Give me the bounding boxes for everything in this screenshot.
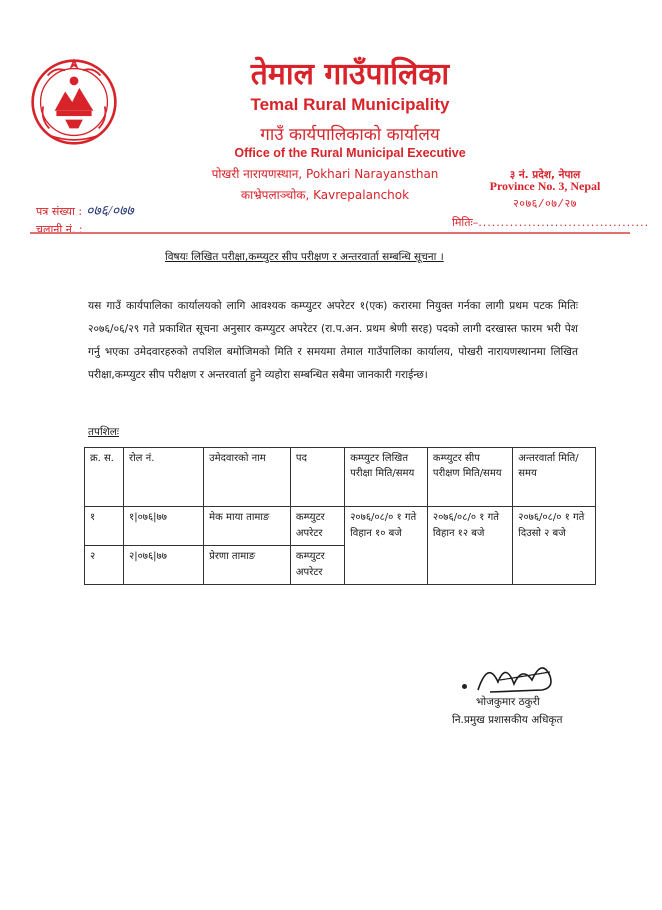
municipality-logo [30, 58, 118, 146]
notice-body: यस गाउँ कार्यपालिका कार्यालयको लागि आवश्यक कम्प्युटर अपरेटर १(एक) करारमा नियुक्त गर्नका लागी प्रथम पटक मितिः २०७६/०६/२९ गते प्रकाशित सूचना अनुसार कम्प्युटर अपरेटर (रा.प.अन. प्रथम श्रेणी सरह) पदको लागी दरखास्त फारम भरी पेश गर्नु भएका उमेदवारहरुको तपशिल बमोजिमको मिति र समयमा तेमाल गाउँपालिका कार्यालय, पोखरी नारायणस्थानमा लिखित परीक्षा,कम्प्युटर सीप परीक्षण र अन्तरवार्ता हुने व्यहोरा सम्बन्धित सबैमा जानकारी गराईन्छ। [88, 300, 578, 381]
subject-line: विषयः लिखित परीक्षा,कम्प्युटर सीप परीक्षण र अन्तरवार्ता सम्बन्धि सूचना । [165, 251, 444, 263]
cell-serial: २ [85, 546, 124, 585]
col-serial: क्र. स. [85, 448, 124, 507]
patra-label: पत्र संख्या : [36, 205, 83, 218]
province-np: ३ नं. प्रदेश, नेपाल [509, 169, 581, 181]
cell-skill-test: २०७६/०८/० १ गते विहान १२ बजे [427, 507, 512, 585]
col-interview: अन्तरवार्ता मिति/समय [513, 448, 596, 507]
cell-serial: १ [85, 507, 124, 546]
header-date: २०७६/०७/२७ [513, 199, 577, 211]
signatory-name: भोजकुमार ठकुरी [476, 696, 540, 708]
signature-scribble [450, 650, 570, 700]
candidate-table [84, 447, 596, 585]
address-line-2: काभ्रेपलाञ्चोक, Kavrepalanchok [240, 188, 410, 202]
table-header-row [85, 448, 596, 507]
address-line-1: पोखरी नारायणस्थान, Pokhari Narayansthan [211, 167, 439, 181]
cell-written-exam: २०७६/०८/० १ गते विहान १० बजे [345, 507, 428, 585]
patra-value: ०७६/०७७ [86, 204, 134, 219]
col-roll: रोल नं. [124, 448, 204, 507]
col-written-exam: कम्प्युटर लिखित परीक्षा मिति/समय [345, 448, 428, 507]
miti-field [452, 215, 649, 230]
signature-dot [462, 684, 467, 689]
col-skill-test: कम्प्युटर सीप परीक्षण मिति/समय [427, 448, 512, 507]
en-office-name: Office of the Rural Municipal Executive [234, 146, 466, 160]
chalani-number [36, 222, 83, 237]
cell-name: मेक माया तामाङ [204, 507, 291, 546]
miti-dots: ...................................... [478, 216, 650, 229]
signatory-title: नि.प्रमुख प्रशासकीय अधिकृत [452, 714, 563, 726]
np-office-name: गाउँ कार्यपालिकाको कार्यालय [260, 125, 440, 145]
table-row [85, 507, 596, 546]
cell-roll: १|०७६|७७ [124, 507, 204, 546]
cell-interview: २०७६/०८/० १ गते दिउसो २ बजे [513, 507, 596, 585]
col-name: उमेदवारको नाम [204, 448, 291, 507]
np-municipality-title: तेमाल गाउँपालिका [250, 57, 450, 92]
miti-label: मितिः– [452, 216, 479, 229]
cell-roll: २|०७६|७७ [124, 546, 204, 585]
chalani-label: चलानी नं. : [36, 223, 83, 236]
en-municipality-title: Temal Rural Municipality [250, 95, 450, 114]
cell-post: कम्प्युटर अपरेटर [290, 546, 344, 585]
cell-name: प्रेरणा तामाङ [204, 546, 291, 585]
cell-post: कम्प्युटर अपरेटर [290, 507, 344, 546]
col-post: पद [290, 448, 344, 507]
header-divider [30, 232, 630, 234]
patra-sankhya [36, 201, 134, 220]
province-en: Province No. 3, Nepal [489, 179, 601, 193]
tapasil-heading: तपशिलः [88, 426, 120, 438]
